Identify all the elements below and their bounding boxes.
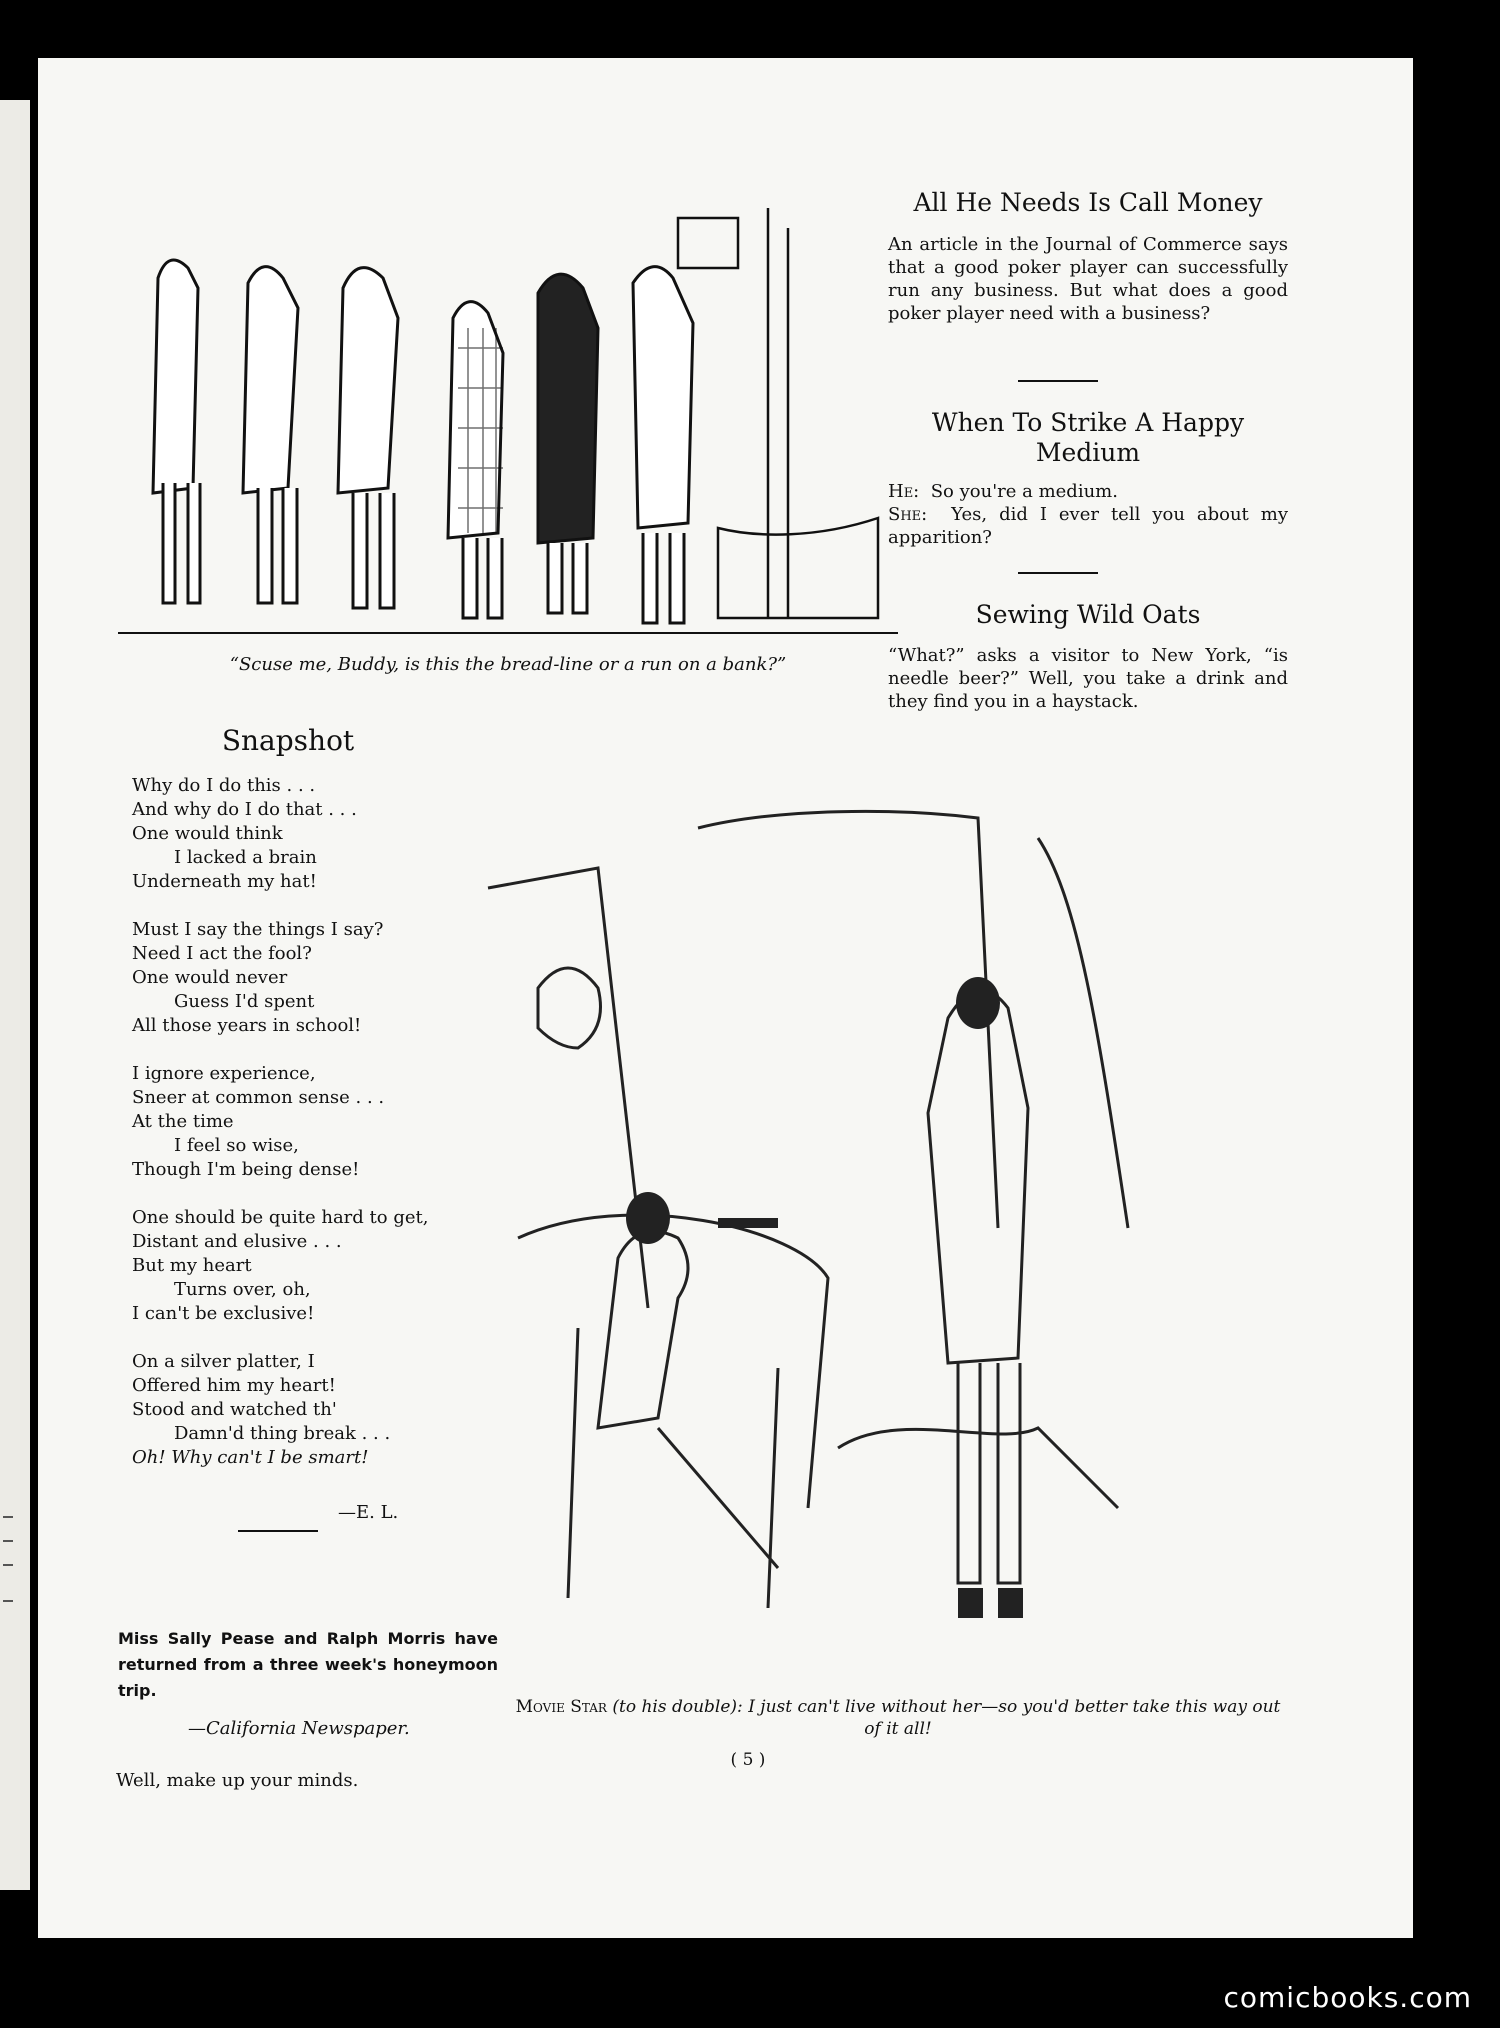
movie-star-caption — [508, 1696, 1288, 1740]
notice-source: —California Newspaper. — [188, 1718, 410, 1739]
poem-line: Must I say the things I say? — [132, 919, 384, 940]
poem-stanza — [132, 1062, 492, 1182]
medium-line-she: Yes, did I ever tell you about my apparition? — [888, 504, 1288, 548]
poem-stanza — [132, 918, 492, 1038]
breadline-caption: “Scuse me, Buddy, is this the bread-line or a run on a bank?” — [229, 654, 787, 675]
poem-line: All those years in school! — [132, 1015, 362, 1036]
poem-line: One should be quite hard to get, — [132, 1207, 429, 1228]
site-watermark: comicbooks.com — [1223, 1981, 1472, 2014]
page-number: ( 5 ) — [730, 1750, 766, 1770]
poem-line: On a silver platter, I — [132, 1351, 315, 1372]
poem-line: But my heart — [132, 1255, 252, 1276]
poem-signature: —E. L. — [338, 1502, 399, 1523]
poem-line: Why do I do this . . . — [132, 775, 316, 796]
wild-oats-title: Sewing Wild Oats — [975, 600, 1201, 629]
movie-star-cartoon — [478, 808, 1348, 1678]
medium-speaker-he: He: — [888, 481, 920, 502]
call-money-title: All He Needs Is Call Money — [913, 188, 1263, 217]
medium-body — [888, 480, 1288, 549]
poem-line: At the time — [132, 1111, 234, 1132]
divider — [238, 1530, 318, 1532]
divider — [1018, 572, 1098, 574]
poem-line: Offered him my heart! — [132, 1375, 336, 1396]
poem-line: I can't be exclusive! — [132, 1303, 315, 1324]
newspaper-notice: Miss Sally Pease and Ralph Morris have returned from a three week's honeymoon trip. — [118, 1629, 498, 1700]
poem-title: Snapshot — [221, 724, 355, 757]
poem-line: Though I'm being dense! — [132, 1159, 360, 1180]
poem-line: Guess I'd spent — [174, 991, 315, 1012]
poem-line: Stood and watched th' — [132, 1399, 337, 1420]
poem-line: Sneer at common sense . . . — [132, 1087, 385, 1108]
poem-line: One would never — [132, 967, 288, 988]
magazine-page — [38, 58, 1413, 1938]
poem-line: And why do I do that . . . — [132, 799, 357, 820]
caption-aside: (to his double): — [612, 1697, 743, 1717]
notice-quip: Well, make up your minds. — [116, 1770, 359, 1791]
medium-line-he: So you're a medium. — [930, 481, 1118, 502]
medium-title: When To Strike A Happy Medium — [931, 408, 1245, 467]
poem-line: Oh! Why can't I be smart! — [132, 1447, 369, 1468]
breadline-cartoon — [118, 188, 898, 688]
poem-line: Damn'd thing break . . . — [174, 1423, 391, 1444]
poem-stanza — [132, 1206, 492, 1326]
poem-line: One would think — [132, 823, 283, 844]
caption-text: I just can't live without her—so you'd better take this way out of it all! — [748, 1697, 1281, 1739]
divider — [1018, 380, 1098, 382]
poem-line: Need I act the fool? — [132, 943, 312, 964]
poem-stanza — [132, 1350, 492, 1470]
poem-line: Underneath my hat! — [132, 871, 317, 892]
wild-oats-body: “What?” asks a visitor to New York, “is needle beer?” Well, you take a drink and they find you in a haystack. — [888, 645, 1288, 712]
poem-text — [132, 774, 492, 1494]
medium-speaker-she: She: — [888, 504, 928, 525]
call-money-body: An article in the Journal of Commerce says that a good poker player can successfully run any business. But what does a good poker player need with a business? — [888, 234, 1288, 324]
poem-line: Turns over, oh, — [174, 1279, 311, 1300]
poem-line: I feel so wise, — [174, 1135, 299, 1156]
poem-line: Distant and elusive . . . — [132, 1231, 342, 1252]
poem-line: I lacked a brain — [174, 847, 317, 868]
poem-line: I ignore experience, — [132, 1063, 316, 1084]
facing-page-edge — [0, 100, 30, 1890]
poem-stanza — [132, 774, 492, 894]
caption-speaker: Movie Star — [515, 1697, 607, 1717]
